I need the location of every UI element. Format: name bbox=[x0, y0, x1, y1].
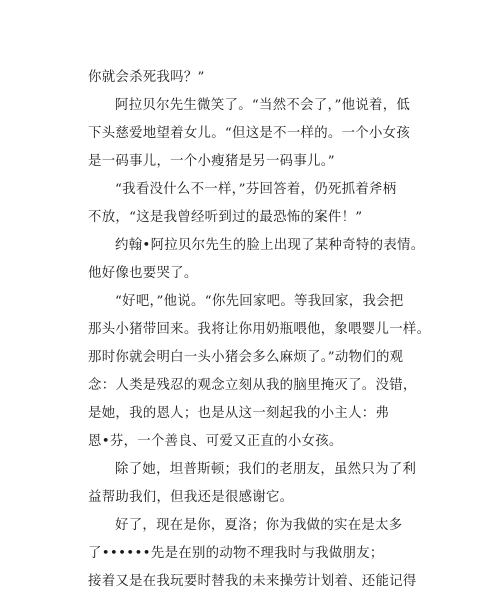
text-line: 阿拉贝尔先生微笑了。“当然不会了，”他说着，低 bbox=[115, 98, 411, 113]
text-line: 下头慈爱地望着女儿。“但这是不一样的。一个小女孩 bbox=[88, 126, 411, 141]
text-line: 是她，我的恩人；也是从这一刻起我的小主人：弗 bbox=[88, 406, 390, 421]
text-column bbox=[88, 64, 431, 596]
text-line: 了••••••先是在别的动物不理我时与我做朋友； bbox=[88, 546, 384, 561]
text-line: 不放，“这是我曾经听到过的最恐怖的案件！” bbox=[88, 210, 363, 225]
text-line: “我看没什么不一样，”芬回答着，仍死抓着斧柄 bbox=[115, 182, 397, 197]
text-line: 他好像也要哭了。 bbox=[88, 266, 198, 281]
text-line: 约翰•阿拉贝尔先生的脸上出现了某种奇特的表情。 bbox=[115, 238, 425, 253]
text-line: 除了她，坦普斯顿；我们的老朋友，虽然只为了利 bbox=[115, 462, 417, 477]
text-line: 你就会杀死我吗？” bbox=[88, 70, 205, 85]
text-line: “好吧，”他说。“你先回家吧。等我回家，我会把 bbox=[115, 294, 404, 309]
text-line: 那头小猪带回来。我将让你用奶瓶喂他，象喂婴儿一样。 bbox=[88, 322, 431, 337]
text-line: 那时你就会明白一头小猪会多么麻烦了。”动物们的观 bbox=[88, 350, 404, 365]
text-line: 好了，现在是你，夏洛；你为我做的实在是太多 bbox=[115, 518, 403, 533]
text-line: 益帮助我们，但我还是很感谢它。 bbox=[88, 490, 294, 505]
text-line: 接着又是在我玩要时替我的未来操劳计划着、还能记得 bbox=[88, 574, 417, 589]
text-line: 是一码事儿，一个小瘦猪是另一码事儿。” bbox=[88, 154, 335, 169]
text-line: 恩•芬，一个善良、可爱又正直的小女孩。 bbox=[88, 434, 343, 449]
text-line: 念：人类是残忍的观念立刻从我的脑里掩灭了。没错， bbox=[88, 378, 417, 393]
